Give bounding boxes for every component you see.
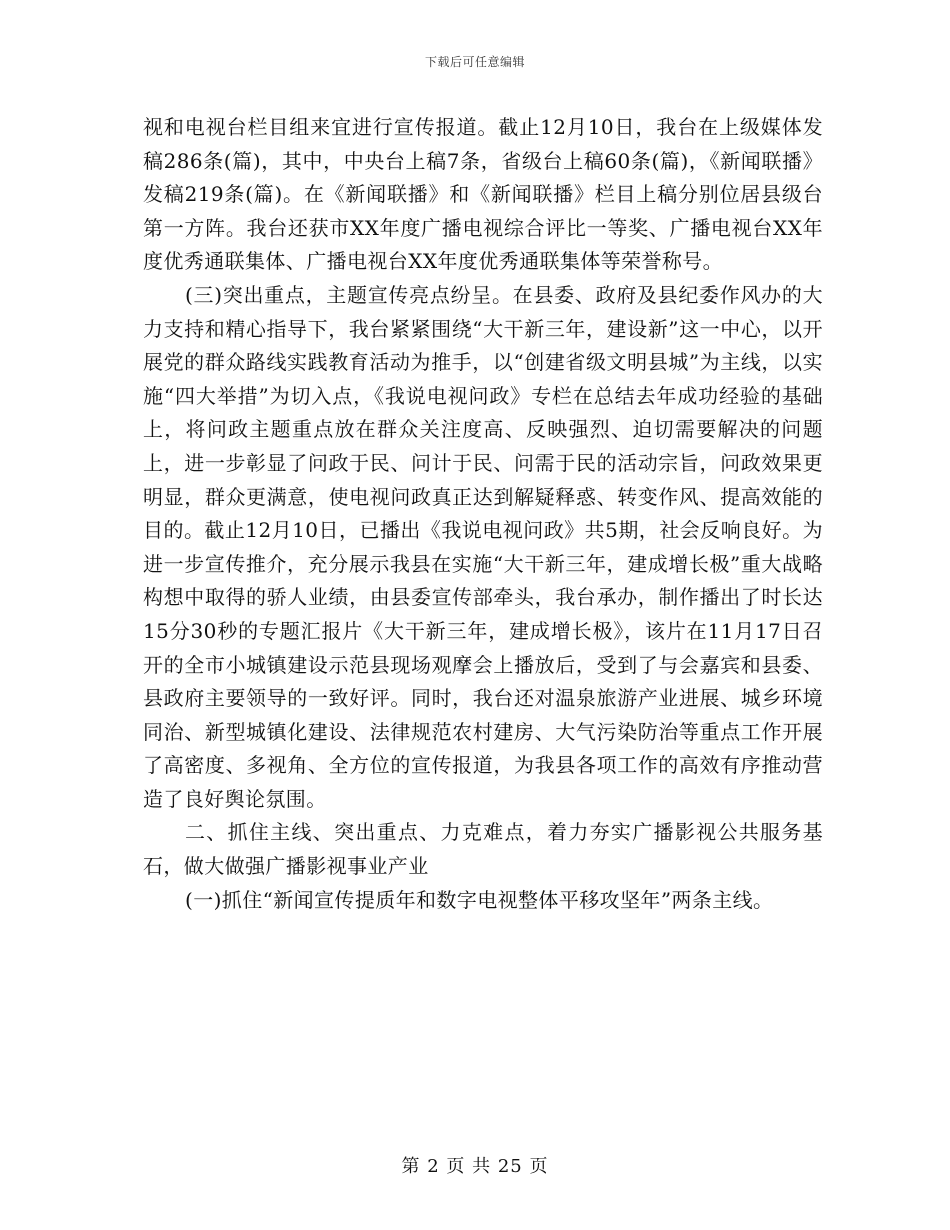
paragraph-section-heading-two: 二、抓住主线、突出重点、力克难点，着力夯实广播影视公共服务基石，做大做强广播影视事业产业 bbox=[143, 820, 823, 879]
paragraph-subsection-one: (一)抓住“新闻宣传提质年和数字电视整体平移攻坚年”两条主线。 bbox=[185, 887, 774, 912]
paragraph-media-coverage: 视和电视台栏目组来宜进行宣传报道。截止12月10日，我台在上级媒体发稿286条(篇)，其中，中央台上稿7条，省级台上稿60条(篇)，《新闻联播》发稿219条(篇)。在《新闻联播》和《新闻联播》栏目上稿分别位居县级台第一方阵。我台还获市XX年度广播电视综合评比一等奖、广播电视台XX年度优秀通联集体、广播电视台XX年度优秀通联集体等荣誉称号。 bbox=[143, 115, 823, 274]
paragraph-theme-publicity: (三)突出重点，主题宣传亮点纷呈。在县委、政府及县纪委作风办的大力支持和精心指导下，我台紧紧围绕“大干新三年，建设新”这一中心，以开展党的群众路线实践教育活动为推手，以“创建省级文明县城”为主线，以实施“四大举措”为切入点，《我说电视问政》专栏在总结去年成功经验的基础上，将问政主题重点放在群众关注度高、反映强烈、迫切需要解决的问题上，进一步彰显了问政于民、问计于民、问需于民的活动宗旨，问政效果更明显，群众更满意，使电视问政真正达到解疑释惑、转变作风、提高效能的目的。截止12月10日，已播出《我说电视问政》共5期，社会反响良好。为进一步宣传推介，充分展示我县在实施“大干新三年，建成增长极”重大战略构想中取得的骄人业绩，由县委宣传部牵头，我台承办，制作播出了时长达15分30秒的专题汇报片《大干新三年，建成增长极》，该片在11月17日召开的全市小城镇建设示范县现场观摩会上播放后，受到了与会嘉宾和县委、县政府主要领导的一致好评。同时，我台还对温泉旅游产业进展、城乡环境同治、新型城镇化建设、法律规范农村建房、大气污染防治等重点工作开展了高密度、多视角、全方位的宣传报道，为我县各项工作的高效有序推动营造了良好舆论氛围。 bbox=[143, 282, 823, 811]
page-footer-page-number: 第 2 页 共 25 页 bbox=[401, 1156, 549, 1177]
document-body bbox=[143, 111, 823, 917]
page-header: 下载后可任意编辑 bbox=[424, 55, 525, 69]
